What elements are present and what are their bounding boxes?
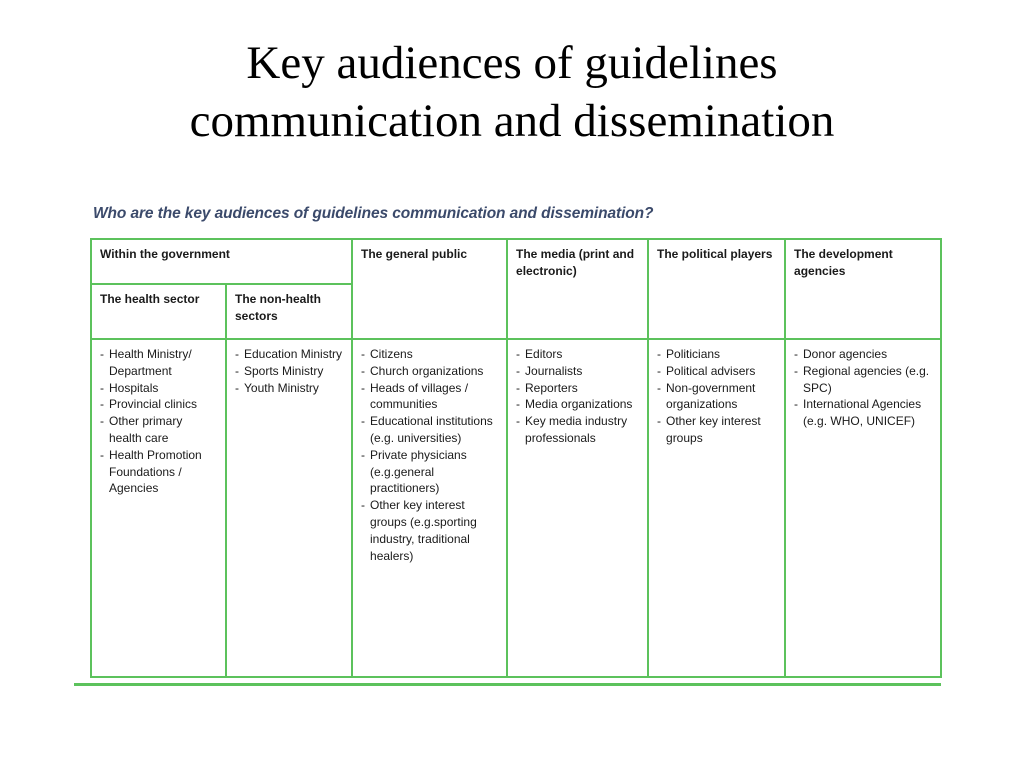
figure-heading: Who are the key audiences of guidelines communication and dissemination? [93,205,654,222]
cell-development-agencies [785,339,941,677]
list-item: - Regional agencies (e.g. SPC) [794,363,932,397]
header-political-players: The political players [648,239,785,339]
cell-health-sector [91,339,226,677]
list-item: - Non-government organizations [657,380,776,414]
list-media [516,346,639,447]
list-item: - Other key interest groups (e.g.sporting industry, traditional healers) [361,497,498,564]
list-item: - Reporters [516,380,639,397]
slide-title-line-2: communication and dissemination [189,95,835,147]
list-item: - International Agencies (e.g. WHO, UNICEF) [794,396,932,430]
list-health-sector [100,346,217,497]
header-within-government: Within the government [91,239,352,284]
list-item: - Sports Ministry [235,363,343,380]
list-item: - Hospitals [100,380,217,397]
list-general-public [361,346,498,564]
header-non-health-sectors: The non-health sectors [226,284,352,339]
list-item: - Citizens [361,346,498,363]
header-development-agencies: The development agencies [785,239,941,339]
cell-non-health-sectors [226,339,352,677]
list-item: - Educational institutions (e.g. universities) [361,413,498,447]
list-item: - Journalists [516,363,639,380]
bottom-rule [74,683,941,686]
list-development-agencies [794,346,932,430]
header-general-public: The general public [352,239,507,339]
list-non-health-sectors [235,346,343,396]
cell-general-public [352,339,507,677]
list-item: - Editors [516,346,639,363]
cell-media [507,339,648,677]
list-item: - Health Ministry/ Department [100,346,217,380]
audiences-table [90,238,942,678]
list-item: - Other primary health care [100,413,217,447]
list-item: - Youth Ministry [235,380,343,397]
list-item: - Donor agencies [794,346,932,363]
list-item: - Education Ministry [235,346,343,363]
list-item: - Media organizations [516,396,639,413]
list-item: - Key media industry professionals [516,413,639,447]
list-item: - Politicians [657,346,776,363]
list-item: - Other key interest groups [657,413,776,447]
list-item: - Heads of villages / communities [361,380,498,414]
cell-political-players [648,339,785,677]
list-item: - Political advisers [657,363,776,380]
list-item: - Private physicians (e.g.general practitioners) [361,447,498,497]
list-political-players [657,346,776,447]
slide-title-line-1: Key audiences of guidelines [246,37,778,89]
list-item: - Provincial clinics [100,396,217,413]
list-item: - Health Promotion Foundations / Agencies [100,447,217,497]
list-item: - Church organizations [361,363,498,380]
header-health-sector: The health sector [91,284,226,339]
slide-title [0,34,1024,150]
header-media: The media (print and electronic) [507,239,648,339]
